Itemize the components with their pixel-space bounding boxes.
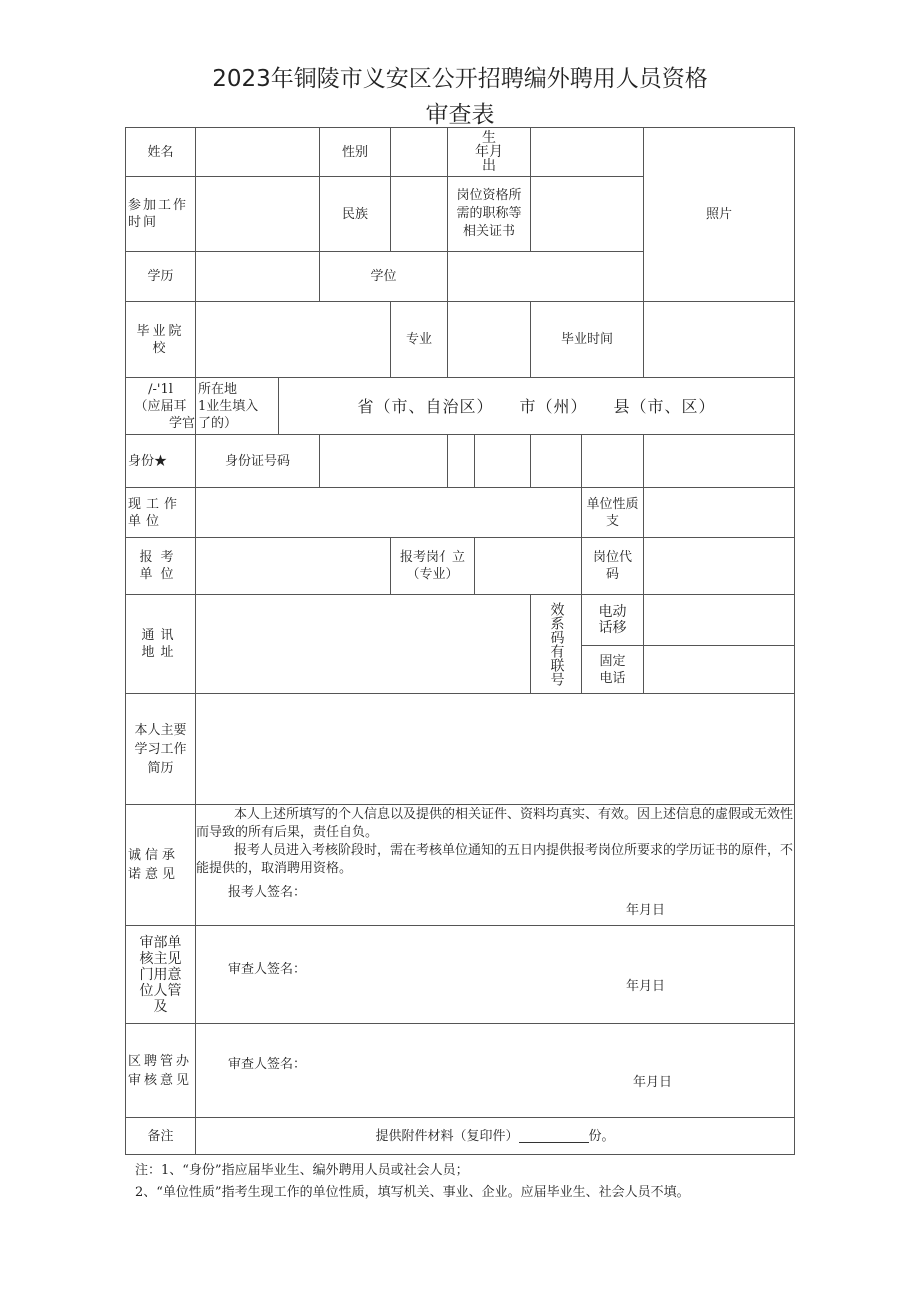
remark-suffix: 份。: [588, 1128, 615, 1144]
origin-label-c: 学官: [168, 415, 195, 431]
current-unit-field[interactable]: [195, 487, 582, 538]
birth-label-bot: 出: [482, 158, 496, 174]
degree-label: 学位: [319, 251, 448, 302]
apply-unit-field[interactable]: [195, 537, 391, 595]
id-number-field-4[interactable]: [530, 434, 582, 488]
apply-post-field[interactable]: [474, 537, 582, 595]
birth-field[interactable]: [530, 127, 644, 177]
address-label: 通讯地址: [125, 594, 196, 694]
post-code-field[interactable]: [643, 537, 795, 595]
post-code-label: 岗位代码: [581, 537, 644, 595]
identity-label: 身份★: [125, 434, 196, 488]
form-title-line2: 审查表: [425, 102, 495, 128]
degree-field[interactable]: [447, 251, 644, 302]
dept-review-label: 审部单核主见门用意位人管及: [125, 925, 196, 1024]
origin-label-e: 1业生填入: [198, 398, 259, 414]
name-label: 姓名: [125, 127, 196, 177]
remark-label: 备注: [125, 1117, 196, 1155]
grad-time-label: 毕业时间: [530, 301, 644, 378]
note-1: 注：1、“身份”指应届毕业生、编外聘用人员或社会人员；: [135, 1163, 469, 1178]
apply-unit-label: 报考单位: [125, 537, 196, 595]
school-label: 毕业院校: [125, 301, 196, 378]
birth-label-mid: 年月: [475, 144, 503, 160]
address-field[interactable]: [195, 594, 531, 694]
ethnicity-label: 民族: [319, 176, 391, 252]
origin-field[interactable]: 省（市、自治区） 市（州） 县（市、区）: [278, 377, 795, 435]
promise-paragraph-2: 报考人员进入考核阶段时，需在考核单位通知的五日内提供报考岗位所要求的学历证书的原件，不能提供的，取消聘用资格。: [196, 843, 794, 876]
landline-label: 固定电话: [581, 645, 644, 694]
apply-post-label: 报考岗亻立（专业）: [390, 537, 475, 595]
origin-label-a: /-'1l: [148, 381, 173, 397]
origin-label-f: 了的）: [198, 415, 238, 431]
origin-label-d: 所在地: [198, 381, 238, 397]
id-number-field-5[interactable]: [581, 434, 644, 488]
id-number-field-2[interactable]: [447, 434, 475, 488]
photo-box[interactable]: 照片: [643, 127, 795, 302]
remark-count-blank[interactable]: [519, 1130, 589, 1143]
current-unit-label: 现工作单位: [125, 487, 196, 538]
promise-label: 诚信承诺意见: [125, 804, 196, 926]
cert-label: 岗位资格所需的职称等相关证书: [447, 176, 531, 252]
office-review-date[interactable]: 年月日: [633, 1075, 673, 1090]
remark-field[interactable]: [195, 1117, 795, 1155]
unit-nature-field[interactable]: [643, 487, 795, 538]
grad-time-field[interactable]: [643, 301, 795, 378]
gender-label: 性别: [319, 127, 391, 177]
major-field[interactable]: [447, 301, 531, 378]
resume-field[interactable]: [195, 693, 795, 805]
education-field[interactable]: [195, 251, 320, 302]
dept-reviewer-signature[interactable]: 审查人签名：: [228, 962, 307, 977]
school-field[interactable]: [195, 301, 391, 378]
resume-label: 本人主要学习工作简历: [125, 693, 196, 805]
education-label: 学历: [125, 251, 196, 302]
contact-label: [530, 594, 582, 694]
id-number-field-6[interactable]: [643, 434, 795, 488]
birth-label-top: 生: [482, 130, 496, 146]
applicant-signature[interactable]: 报考人签名：: [228, 885, 307, 900]
promise-paragraph-1: 本人上述所填写的个人信息以及提供的相关证件、资料均真实、有效。因上述信息的虚假或无效性而导致的所有后果，责任自负。: [196, 807, 794, 840]
id-number-field-1[interactable]: [319, 434, 448, 488]
gender-field[interactable]: [390, 127, 448, 177]
origin-label-left: [125, 377, 196, 435]
work-start-label: 参加工作时间: [125, 176, 196, 252]
name-field[interactable]: [195, 127, 320, 177]
promise-text: [196, 806, 794, 878]
origin-label-b: （应届耳: [134, 398, 187, 414]
contact-label-text: 效系码有联号: [548, 602, 565, 686]
birth-label: [447, 127, 531, 177]
major-label: 专业: [390, 301, 448, 378]
ethnicity-field[interactable]: [390, 176, 448, 252]
cert-field[interactable]: [530, 176, 644, 252]
note-2: 2、“单位性质”指考生现工作的单位性质，填写机关、事业、企业。应届毕业生、社会人员不填。: [135, 1185, 690, 1200]
id-number-label: 身份证号码: [195, 434, 320, 488]
office-reviewer-signature[interactable]: 审查人签名：: [228, 1057, 307, 1072]
mobile-label: 电动话移: [581, 594, 644, 646]
remark-prefix: 提供附件材料（复印件）: [375, 1128, 519, 1144]
mobile-field[interactable]: [643, 594, 795, 646]
office-review-label: 区聘管办审核意见: [125, 1023, 196, 1118]
unit-nature-label: 单位性质支: [581, 487, 644, 538]
id-number-field-3[interactable]: [474, 434, 531, 488]
dept-review-date[interactable]: 年月日: [626, 979, 666, 994]
work-start-field[interactable]: [195, 176, 320, 252]
origin-label-right: [195, 377, 279, 435]
form-title-line1: 2023年铜陵市义安区公开招聘编外聘用人员资格: [212, 66, 708, 92]
applicant-date[interactable]: 年月日: [626, 903, 666, 918]
landline-field[interactable]: [643, 645, 795, 694]
